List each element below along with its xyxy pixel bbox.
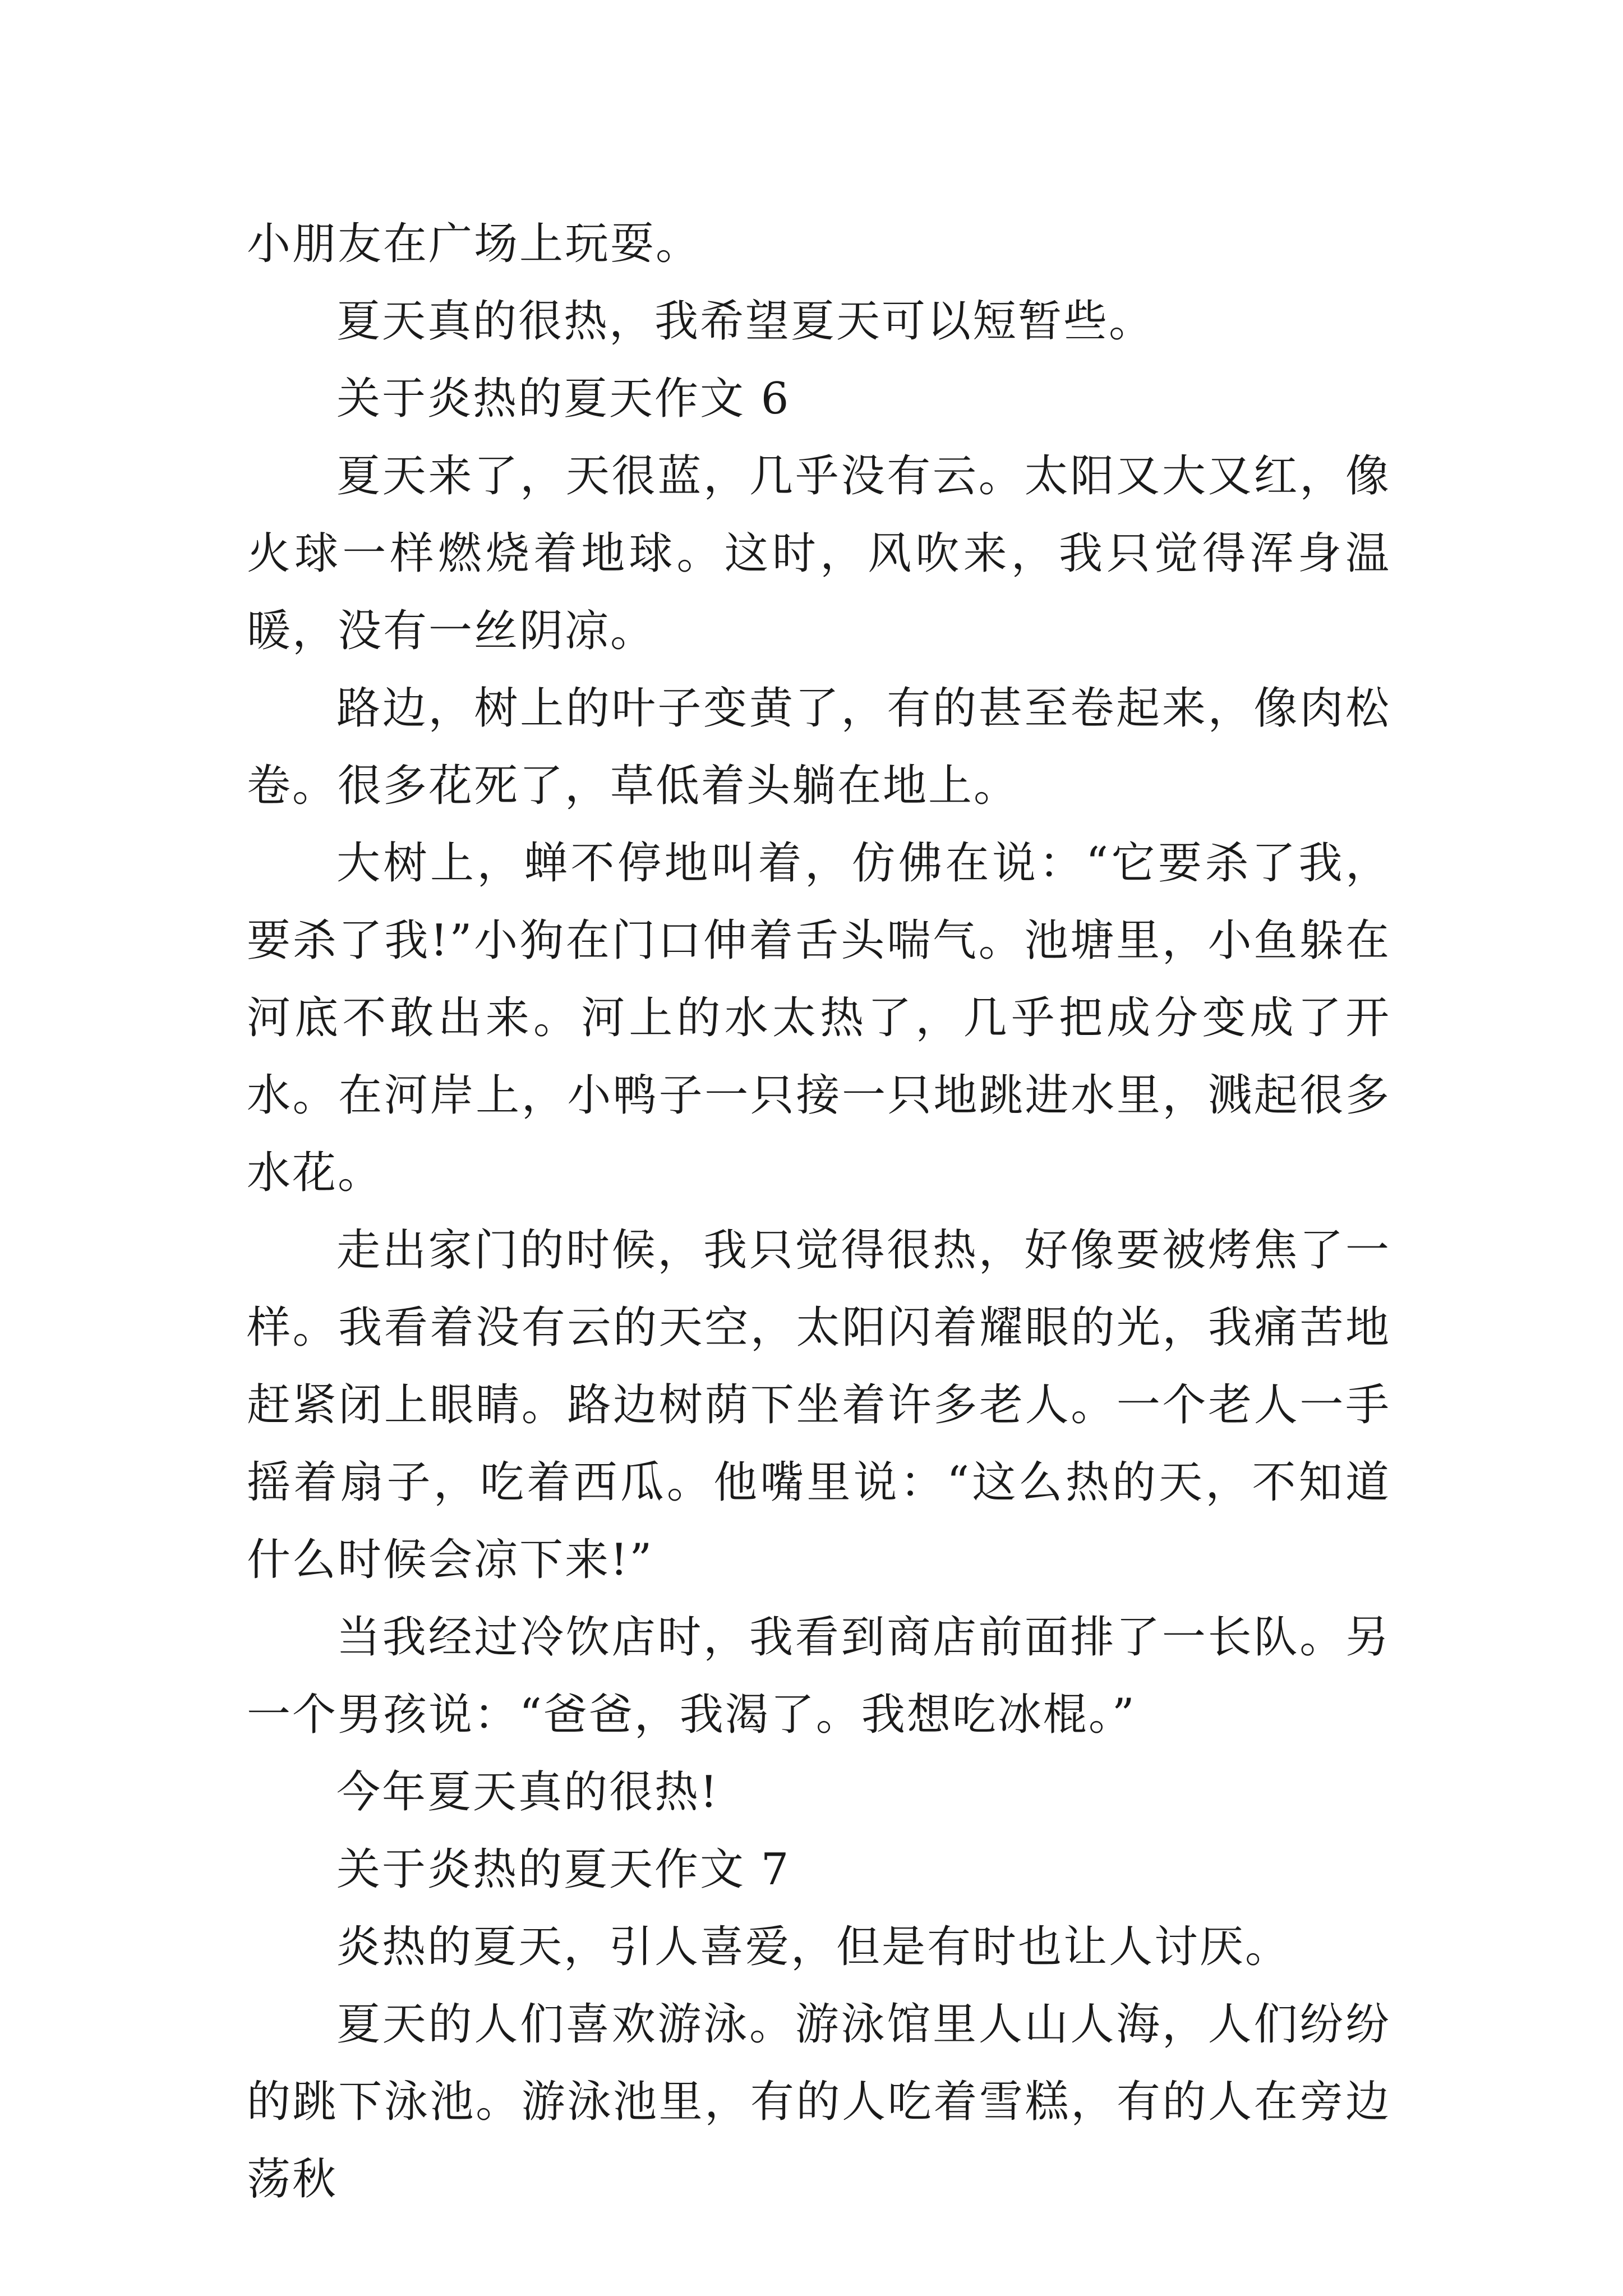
paragraph-6: 大树上，蝉不停地叫着，仿佛在说：“它要杀了我，要杀了我!”小狗在门口伸着舌头喘气。池塘里，小鱼躲在河底不敢出来。河上的水太热了，几乎把成分变成了开水。在河岸上，小鸭子一只接一只地跳进水里，溅起很多水花。	[247, 838, 1391, 1198]
paragraph-8: 当我经过冷饮店时，我看到商店前面排了一长队。另一个男孩说：“爸爸，我渴了。我想吃冰棍。”	[247, 1612, 1391, 1740]
section-heading-7: 关于炎热的夏天作文 7	[336, 1844, 791, 1895]
paragraph-9: 今年夏天真的很热!	[336, 1767, 720, 1818]
paragraph-7: 走出家门的时候，我只觉得很热，好像要被烤焦了一样。我看着没有云的天空，太阳闪着耀眼的光，我痛苦地赶紧闭上眼睛。路边树荫下坐着许多老人。一个老人一手摇着扇子，吃着西瓜。他嘴里说：“这么热的天，不知道什么时候会凉下来!”	[247, 1225, 1391, 1585]
paragraph-5: 路边，树上的叶子变黄了，有的甚至卷起来，像肉松卷。很多花死了，草低着头躺在地上。	[247, 683, 1391, 811]
section-heading-6: 关于炎热的夏天作文 6	[336, 374, 791, 424]
paragraph-2: 夏天真的很热，我希望夏天可以短暂些。	[336, 296, 1155, 347]
paragraph-4: 夏天来了，天很蓝，几乎没有云。太阳又大又红，像火球一样燃烧着地球。这时，风吹来，我只觉得浑身温暖，没有一丝阴凉。	[247, 451, 1391, 656]
paragraph-1: 小朋友在广场上玩耍。	[247, 219, 702, 269]
document-body	[247, 205, 1391, 2218]
paragraph-11: 炎热的夏天，引人喜爱，但是有时也让人讨厌。	[336, 1922, 1291, 1972]
paragraph-12: 夏天的人们喜欢游泳。游泳馆里人山人海，人们纷纷的跳下泳池。游泳池里，有的人吃着雪糕，有的人在旁边荡秋	[247, 1999, 1391, 2205]
